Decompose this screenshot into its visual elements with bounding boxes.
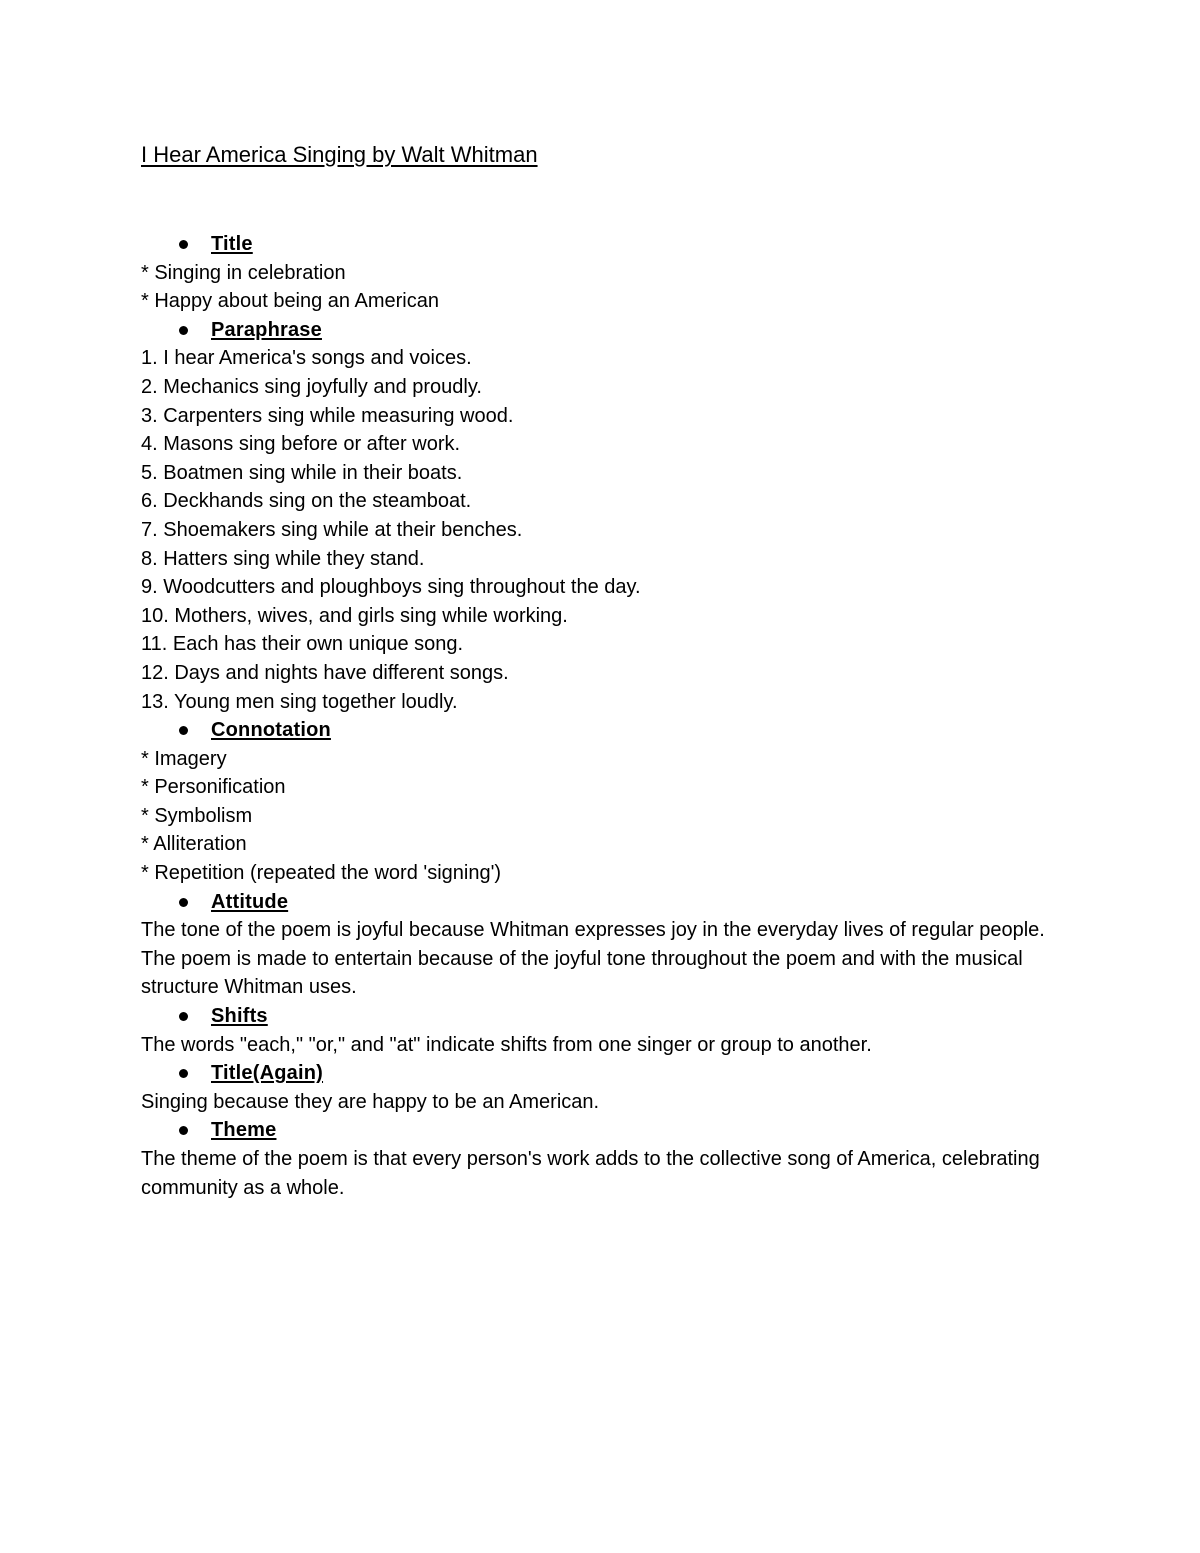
list-item: 10. Mothers, wives, and girls sing while working. xyxy=(141,604,568,627)
list-item: 11. Each has their own unique song. xyxy=(141,633,464,656)
bullet-icon xyxy=(179,1012,188,1021)
list-item: * Alliteration xyxy=(141,833,247,856)
bullet-icon xyxy=(179,726,188,735)
section-heading xyxy=(141,230,1081,259)
section-heading xyxy=(141,316,1081,345)
list-item: 5. Boatmen sing while in their boats. xyxy=(141,461,463,484)
section-heading-label: Theme xyxy=(211,1119,277,1142)
document-page xyxy=(141,140,1081,1202)
section-connotation xyxy=(141,716,1081,888)
section-heading-label: Shifts xyxy=(211,1005,268,1028)
list-item: * Imagery xyxy=(141,747,227,770)
bullet-icon xyxy=(179,1126,188,1135)
section-heading-label: Title xyxy=(211,233,253,255)
section-paraphrase xyxy=(141,316,1081,716)
paragraph: The tone of the poem is joyful because Whitman expresses joy in the everyday lives of regular people. The poem is made to entertain because of the joyful tone throughout the poem and with the musical structure Whitman uses. xyxy=(141,919,1045,999)
section-heading-label: Title(Again) xyxy=(211,1062,324,1085)
section-title-again xyxy=(141,1059,1081,1116)
section-heading xyxy=(141,1059,1081,1088)
list-item: 4. Masons sing before or after work. xyxy=(141,433,461,456)
bullet-icon xyxy=(179,1069,188,1078)
section-shifts xyxy=(141,1002,1081,1059)
list-item: 7. Shoemakers sing while at their benches. xyxy=(141,518,523,541)
bullet-icon xyxy=(179,240,188,249)
section-heading-label: Paraphrase xyxy=(211,318,322,341)
list-item: * Happy about being an American xyxy=(141,290,439,313)
list-item: 2. Mechanics sing joyfully and proudly. xyxy=(141,375,482,398)
paragraph: The words "each," "or," and "at" indicate shifts from one singer or group to another. xyxy=(141,1033,872,1056)
list-item: 12. Days and nights have different songs. xyxy=(141,661,509,684)
list-item: 6. Deckhands sing on the steamboat. xyxy=(141,490,472,513)
list-item: * Symbolism xyxy=(141,804,253,827)
section-heading-label: Attitude xyxy=(211,890,289,913)
section-attitude xyxy=(141,888,1081,1002)
list-item: * Singing in celebration xyxy=(141,261,346,284)
section-title xyxy=(141,230,1081,316)
list-item: 1. I hear America's songs and voices. xyxy=(141,347,472,370)
list-item: 8. Hatters sing while they stand. xyxy=(141,547,425,570)
section-heading xyxy=(141,1116,1081,1145)
list-item: 13. Young men sing together loudly. xyxy=(141,690,458,713)
list-item: * Repetition (repeated the word 'signing') xyxy=(141,862,502,885)
bullet-icon xyxy=(179,326,188,335)
page-title: I Hear America Singing by Walt Whitman xyxy=(141,142,538,167)
bullet-icon xyxy=(179,898,188,907)
section-heading xyxy=(141,1002,1081,1031)
section-heading xyxy=(141,888,1081,917)
paragraph: Singing because they are happy to be an American. xyxy=(141,1090,600,1113)
list-item: 3. Carpenters sing while measuring wood. xyxy=(141,404,514,427)
section-heading xyxy=(141,716,1081,745)
list-item: 9. Woodcutters and ploughboys sing throughout the day. xyxy=(141,576,641,599)
paragraph: The theme of the poem is that every person's work adds to the collective song of America, celebrating community as a whole. xyxy=(141,1148,1040,1199)
list-item: * Personification xyxy=(141,776,286,799)
section-heading-label: Connotation xyxy=(211,719,331,742)
section-theme xyxy=(141,1116,1081,1202)
